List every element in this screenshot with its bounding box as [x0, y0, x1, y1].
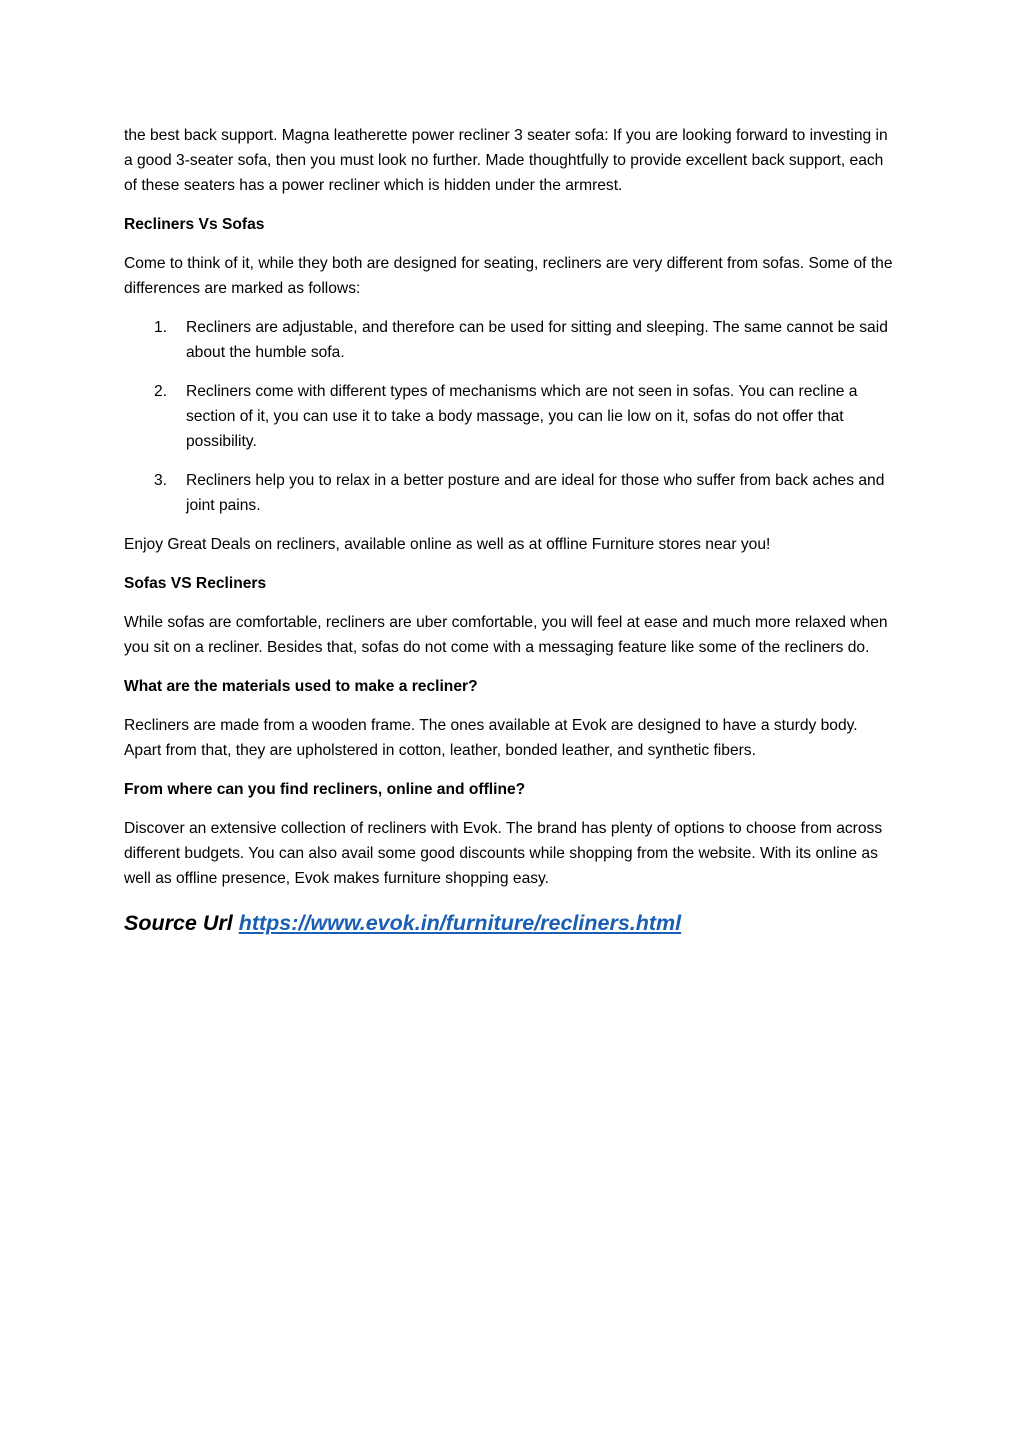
document-page	[124, 123, 896, 937]
list-item-text: Recliners are adjustable, and therefore can be used for sitting and sleeping. The same cannot be said about the humble sofa.	[186, 319, 888, 361]
paragraph-sofas-vs-recliners: While sofas are comfortable, recliners are uber comfortable, you will feel at ease and much more relaxed when you sit on a recliner. Besides that, sofas do not come with a messaging feature like some of the recliners do.	[124, 614, 888, 656]
heading-recliners-vs-sofas: Recliners Vs Sofas	[124, 216, 265, 233]
heading-materials: What are the materials used to make a recliner?	[124, 678, 478, 695]
list-item	[124, 468, 896, 518]
list-item-text: Recliners come with different types of mechanisms which are not seen in sofas. You can recline a section of it, you can use it to take a body massage, you can lie low on it, sofas do not offer that possibility.	[186, 383, 858, 450]
heading-sofas-vs-recliners: Sofas VS Recliners	[124, 575, 267, 592]
list-item-number: 2.	[154, 383, 168, 400]
list-item-text: Recliners help you to relax in a better posture and are ideal for those who suffer from back aches and joint pains.	[186, 472, 885, 514]
source-url-label: Source Url	[124, 911, 233, 935]
paragraph-where-to-find: Discover an extensive collection of recliners with Evok. The brand has plenty of options to choose from across different budgets. You can also avail some good discounts while shopping from the website. With its online as well as offline presence, Evok makes furniture shopping easy.	[124, 820, 883, 887]
paragraph-materials: Recliners are made from a wooden frame. The ones available at Evok are designed to have a sturdy body. Apart from that, they are upholstered in cotton, leather, bonded leather, and synthetic fibers.	[124, 717, 858, 759]
list-item-number: 3.	[154, 472, 168, 489]
intro-paragraph: the best back support. Magna leatherette power recliner 3 seater sofa: If you are looking forward to investing in a good 3-seater sofa, then you must look no further. Made thoughtfully to provide excellent back support, each of these seaters has a power recliner which is hidden under the armrest.	[124, 127, 888, 194]
list-item	[124, 379, 896, 454]
source-url-link[interactable]: https://www.evok.in/furniture/recliners.html	[238, 911, 682, 935]
differences-list	[124, 315, 896, 518]
paragraph-recliners-vs-sofas: Come to think of it, while they both are designed for seating, recliners are very different from sofas. Some of the differences are marked as follows:	[124, 255, 893, 297]
source-url-line	[124, 909, 896, 937]
list-item-number: 1.	[154, 319, 168, 336]
deals-paragraph: Enjoy Great Deals on recliners, available online as well as at offline Furniture stores near you!	[124, 536, 771, 553]
list-item	[124, 315, 896, 365]
heading-where-to-find: From where can you find recliners, online and offline?	[124, 781, 526, 798]
